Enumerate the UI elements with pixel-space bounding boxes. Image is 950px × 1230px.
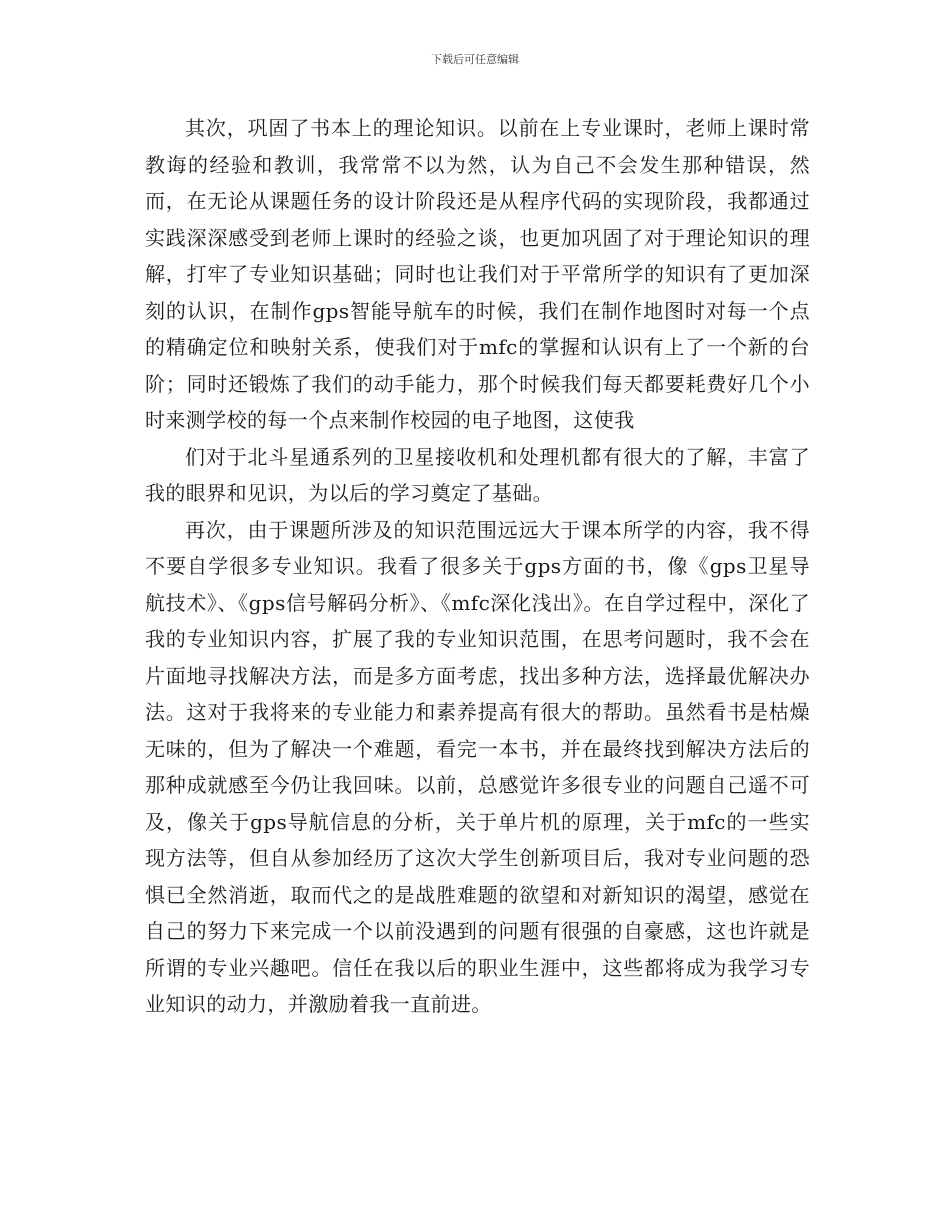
paragraph-2: 们对于北斗星通系列的卫星接收机和处理机都有很大的了解，丰富了我的眼界和见识，为以后的学习奠定了基础。 <box>145 444 810 505</box>
paragraph-3: 再次，由于课题所涉及的知识范围远远大于课本所学的内容，我不得不要自学很多专业知识。我看了很多关于gps方面的书，像《gps卫星导航技术》、《gps信号解码分析》、《mfc深化浅出》。在自学过程中，深化了我的专业知识内容，扩展了我的专业知识范围，在思考问题时，我不会在片面地寻找解决方法，而是多方面考虑，找出多种方法，选择最优解决办法。这对于我将来的专业能力和素养提高有很大的帮助。虽然看书是枯燥无味的，但为了解决一个难题，看完一本书，并在最终找到解决方法后的那种成就感至今仍让我回味。以前，总感觉许多很专业的问题自己遥不可及，像关于gps导航信息的分析，关于单片机的原理，关于mfc的一些实现方法等，但自从参加经历了这次大学生创新项目后，我对专业问题的恐惧已全然消逝，取而代之的是战胜难题的欲望和对新知识的渴望，感觉在自己的努力下来完成一个以前没遇到的问题有很强的自豪感，这也许就是所谓的专业兴趣吧。信任在我以后的职业生涯中，这些都将成为我学习专业知识的动力，并激励着我一直前进。 <box>145 517 810 1016</box>
page-header: 下载后可任意编辑 <box>431 53 519 66</box>
paragraph-1: 其次，巩固了书本上的理论知识。以前在上专业课时，老师上课时常教诲的经验和教训，我常常不以为然，认为自己不会发生那种错误，然而，在无论从课题任务的设计阶段还是从程序代码的实现阶段，我都通过实践深深感受到老师上课时的经验之谈，也更加巩固了对于理论知识的理解，打牢了专业知识基础；同时也让我们对于平常所学的知识有了更加深刻的认识，在制作gps智能导航车的时候，我们在制作地图时对每一个点的精确定位和映射关系，使我们对于mfc的掌握和认识有上了一个新的台阶；同时还锻炼了我们的动手能力，那个时候我们每天都要耗费好几个小时来测学校的每一个点来制作校园的电子地图，这使我 <box>145 116 810 432</box>
document-body <box>145 110 810 1023</box>
